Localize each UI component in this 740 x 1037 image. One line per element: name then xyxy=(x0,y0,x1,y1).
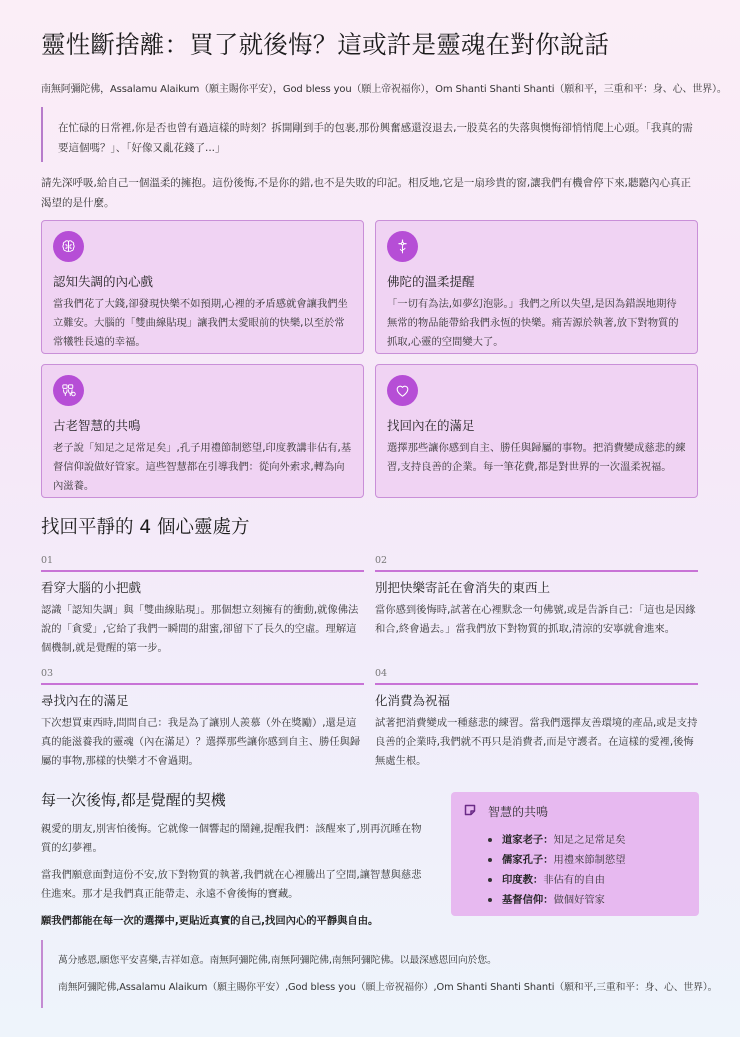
step-item xyxy=(375,668,698,771)
closing-paragraph: 當我們願意面對這份不安,放下對物質的執著,我們就在心裡騰出了空間,讓智慧與慈悲住進來。那才是我們真正能帶走、永遠不會後悔的寶藏。 xyxy=(41,869,422,900)
step-item xyxy=(41,668,364,771)
list-item: 儒家孔子：用禮來節制慾望 xyxy=(502,850,686,870)
note-icon xyxy=(464,804,476,819)
footer-line: 萬分感恩,願您平安喜樂,吉祥如意。南無阿彌陀佛,南無阿彌陀佛,南無阿彌陀佛。以最深感恩回向於您。 xyxy=(58,955,497,966)
card-body: 選擇那些讓你感到自主、勝任與歸屬的事物。把消費變成慈悲的練習,支持良善的企業。每一筆花費,都是對世界的一次溫柔祝福。 xyxy=(387,442,686,473)
card-title: 佛陀的溫柔提醒 xyxy=(387,274,475,289)
step-title: 看穿大腦的小把戲 xyxy=(41,580,142,595)
step-title: 化消費為祝福 xyxy=(375,693,451,708)
card-title: 古老智慧的共鳴 xyxy=(53,418,141,433)
step-number: 01 xyxy=(41,555,364,572)
card-title: 認知失調的內心戲 xyxy=(53,274,154,289)
card-body: 當我們花了大錢,卻發現快樂不如預期,心裡的矛盾感就會讓我們坐立難安。大腦的「雙曲線貼現」讓我們太愛眼前的快樂,以至於常常犧牲長遠的幸福。 xyxy=(53,298,348,348)
card-inner-satisfaction xyxy=(375,364,698,498)
wisdom-box xyxy=(451,792,699,916)
step-body: 下次想買東西時,問問自己：我是為了讓別人羨慕（外在獎勵）,還是這真的能滋養我的靈魂（內在滿足）？選擇那些讓你感到自主、勝任與歸屬的事物,那樣的快樂才不會過期。 xyxy=(41,717,361,767)
step-number: 02 xyxy=(375,555,698,572)
closing-heading: 每一次後悔,都是覺醒的契機 xyxy=(41,791,226,809)
wisdom-title: 智慧的共鳴 xyxy=(488,805,549,819)
heart-icon xyxy=(387,375,418,406)
closing-paragraph: 親愛的朋友,別害怕後悔。它就像一個響起的鬧鐘,提醒我們：該醒來了,別再沉睡在物質的幻夢裡。 xyxy=(41,823,422,854)
page-title: 靈性斷捨離：買了就後悔？這或許是靈魂在對你說話 xyxy=(41,30,610,59)
step-title: 尋找內在的滿足 xyxy=(41,693,129,708)
list-item: 基督信仰：做個好管家 xyxy=(502,890,686,910)
card-cognitive-dissonance xyxy=(41,220,364,354)
footer-line: 南無阿彌陀佛,Assalamu Alaikum（願主賜你平安）,God bless you（願上帝祝福你）,Om Shanti Shanti Shanti（願和平,三重和平：身、心、世界）。 xyxy=(58,982,718,993)
card-title: 找回內在的滿足 xyxy=(387,418,475,433)
step-body: 認識「認知失調」與「雙曲線貼現」。那個想立刻擁有的衝動,就像佛法說的「貪愛」,它給了我們一瞬間的甜蜜,卻留下了長久的空虛。理解這個機制,就是覺醒的第一步。 xyxy=(41,604,359,654)
card-body: 「一切有為法,如夢幻泡影。」我們之所以失望,是因為錯誤地期待無常的物品能帶給我們永恆的快樂。痛苦源於執著,放下對物質的抓取,心靈的空間變大了。 xyxy=(387,298,679,348)
section-heading: 找回平靜的 4 個心靈處方 xyxy=(41,517,250,538)
step-title: 別把快樂寄託在會消失的東西上 xyxy=(375,580,551,595)
intro-paragraph: 請先深呼吸,給自己一個溫柔的擁抱。這份後悔,不是你的錯,也不是失敗的印記。相反地,它是一扇珍貴的窗,讓我們有機會停下來,聽聽內心真正渴望的是什麼。 xyxy=(41,177,692,209)
card-buddha-reminder xyxy=(375,220,698,354)
wisdom-list xyxy=(464,830,686,910)
step-number: 04 xyxy=(375,668,698,685)
card-ancient-wisdom xyxy=(41,364,364,498)
card-body: 老子說「知足之足常足矣」,孔子用禮節制慾望,印度教講非佔有,基督信仰說做好管家。這些智慧都在引導我們：從向外索求,轉為向內滋養。 xyxy=(53,442,352,492)
greeting-line: 南無阿彌陀佛，Assalamu Alaikum（願主賜你平安），God bless you（願上帝祝福你），Om Shanti Shanti Shanti（願和平，三重和平：身、心、世界）。 xyxy=(41,84,727,95)
footer-blessing xyxy=(41,940,718,1008)
sages-icon xyxy=(53,375,84,406)
step-body: 試著把消費變成一種慈悲的練習。當我們選擇友善環境的產品,或是支持良善的企業時,我們就不再只是消費者,而是守護者。在這樣的愛裡,後悔無處生根。 xyxy=(375,717,698,767)
list-item: 印度教：非佔有的自由 xyxy=(502,870,686,890)
step-number: 03 xyxy=(41,668,364,685)
brain-icon xyxy=(53,231,84,262)
list-item: 道家老子：知足之足常足矣 xyxy=(502,830,686,850)
closing-section xyxy=(41,789,426,939)
closing-emphasis: 願我們都能在每一次的選擇中,更貼近真實的自己,找回內心的平靜與自由。 xyxy=(41,915,379,927)
opening-quote: 在忙碌的日常裡,你是否也曾有過這樣的時刻？拆開剛到手的包裹,那份興奮感還沒退去,一股莫名的失落與懊悔卻悄悄爬上心頭。「我真的需要這個嗎？」、「好像又亂花錢了...」 xyxy=(41,107,701,162)
step-body: 當你感到後悔時,試著在心裡默念一句佛號,或是告訴自己：「這也是因緣和合,終會過去。」當我們放下對物質的抓取,清涼的安寧就會進來。 xyxy=(375,604,696,635)
step-item xyxy=(41,555,364,658)
step-item xyxy=(375,555,698,639)
flower-icon xyxy=(387,231,418,262)
